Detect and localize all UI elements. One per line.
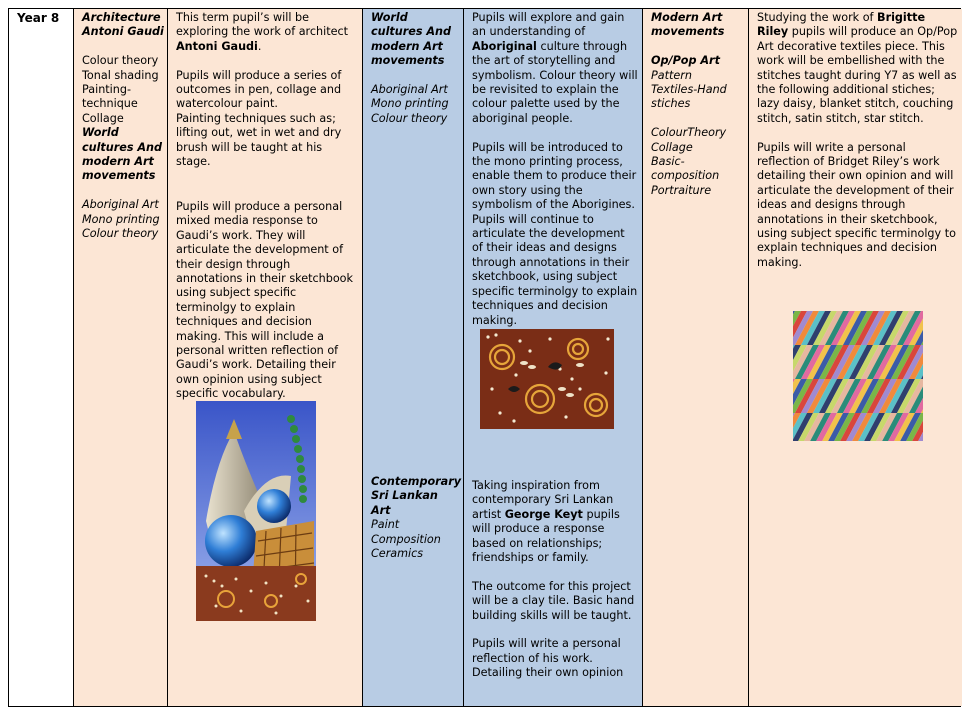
george-keyt-intro: Taking inspiration from contemporary Sri Lankan artist George Keyt pupils will produce a response based on relationships; friendships or family.	[472, 479, 620, 565]
keyt-reflection-text: Pupils will write a personal reflection of his work. Detailing their own opinion	[472, 637, 624, 680]
gaudi-response-text: Pupils will produce a personal mixed media response to Gaudi’s work. They will articulate the development of their design through annotations in their sketchbook using subject specific terminolgy to explain techniques and decision making. This will include a personal written reflection of Gaudi’s work. Detailing their own opinion using subject specific vocabulary.	[176, 200, 354, 401]
architecture-topics-column	[74, 9, 168, 706]
riley-reflection-text: Pupils will write a personal reflection of Bridget Riley’s work detailing their own opinion and will articulate the development of their ideas and designs through annotations in their sketchbook, using subject specific terminolgy to explain techniques and decision making.	[757, 140, 956, 269]
modern-art-topics-column	[643, 9, 749, 706]
topic-item: Textiles-Hand stiches	[651, 83, 727, 111]
topic-item: Composition	[371, 532, 441, 546]
modern-art-heading: Modern Art movements	[651, 11, 725, 39]
gaudi-outcomes-text: Pupils will produce a series of outcomes in pen, collage and watercolour paint.	[176, 68, 342, 111]
year-label-text: Year 8	[17, 11, 60, 25]
topic-item: Basic-composition	[651, 155, 720, 183]
topic-item: Tonal shading	[82, 68, 159, 82]
op-pop-art-heading: Op/Pop Art	[651, 54, 720, 68]
topic-item: Collage	[82, 111, 124, 125]
aboriginal-description-column	[464, 9, 643, 706]
riley-intro: Studying the work of Brigitte Riley pupils will produce an Op/Pop Art decorative textiles piece. This work will be embellished with the stitches taught during Y7 as well as the following additional stiches;	[757, 11, 958, 97]
topic-item: Collage	[651, 140, 693, 154]
topic-item: Painting-technique	[82, 83, 138, 111]
gaudi-intro: This term pupil’s will be exploring the work of architect Antoni Gaudi.	[176, 11, 349, 53]
topic-item: Aboriginal Art	[82, 198, 159, 212]
riley-description-column	[749, 9, 962, 706]
topic-item: Mono printing	[82, 212, 160, 226]
topic-item: Mono printing	[371, 97, 449, 111]
topic-item: Colour theory	[82, 54, 159, 68]
architecture-heading: Architecture Antoni Gaudi	[82, 11, 164, 39]
world-cultures-topics-column	[363, 9, 464, 706]
gaudi-artwork-image	[196, 401, 316, 621]
aboriginal-intro: Pupils will explore and gain an understanding of Aboriginal culture through the art of storytelling and symbolism. Colour theory will be revisited to explain the colour palette used by the aboriginal people.	[472, 11, 638, 125]
aboriginal-development-text: Pupils will continue to articulate the development of their ideas and designs through annotations in their sketchbook, using subject specific terminolgy to explain techniques and decision making.	[472, 212, 638, 327]
topic-item: Pattern	[651, 68, 692, 82]
world-cultures-heading: World cultures And modern Art movements	[82, 126, 163, 183]
curriculum-table	[8, 8, 961, 707]
topic-item: Colour theory	[371, 111, 448, 125]
year-column	[9, 9, 74, 706]
gaudi-description-column	[168, 9, 363, 706]
topic-item: Paint	[371, 518, 400, 532]
topic-item: Portraiture	[651, 183, 712, 197]
topic-item: Colour theory	[82, 227, 159, 241]
stitches-list: lazy daisy, blanket stitch, couching stitch, satin stitch, star stitch.	[757, 97, 954, 125]
mono-printing-text: Pupils will be introduced to the mono printing process, enable them to produce their own story using the symbolism of the Aborigines.	[472, 140, 637, 212]
riley-artwork-image	[793, 311, 923, 441]
topic-item: Aboriginal Art	[371, 83, 448, 97]
topic-item: ColourTheory	[651, 126, 727, 140]
gaudi-techniques-text: Painting techniques such as; lifting out, wet in wet and dry brush will be taught at his stage.	[176, 111, 342, 169]
topic-item: Ceramics	[371, 547, 424, 561]
clay-tile-text: The outcome for this project will be a clay tile. Basic hand building skills will be taught.	[472, 579, 635, 622]
year-label	[17, 11, 59, 26]
sri-lankan-art-heading: Contemporary Sri Lankan Art	[371, 475, 462, 517]
aboriginal-artwork-image	[480, 329, 614, 429]
world-cultures-heading: World cultures And modern Art movements	[371, 11, 452, 68]
